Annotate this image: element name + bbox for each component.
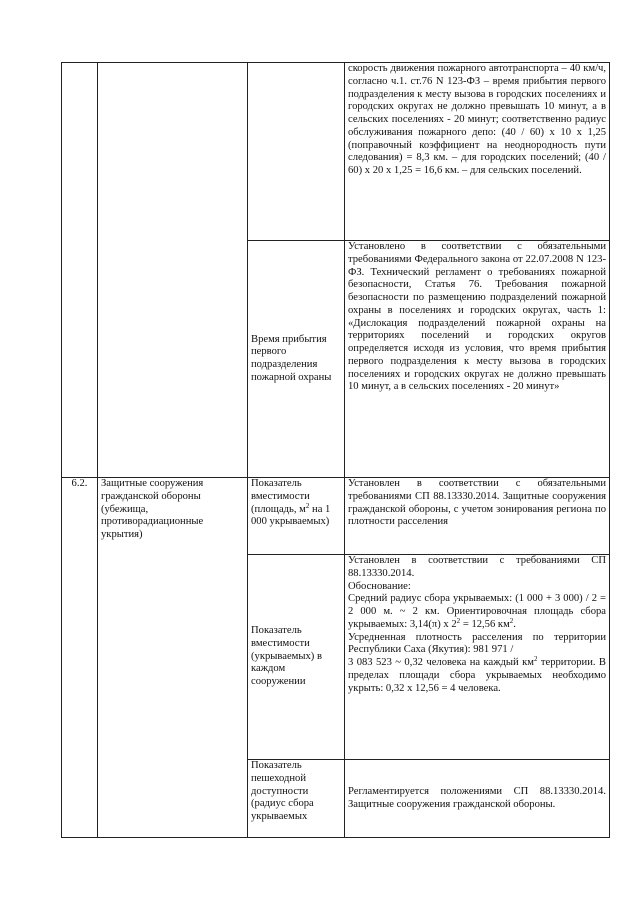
capacity-area-parameter-label: Показатель вместимости (площадь, $м^2$ на 1 000 укрываемых) — [251, 478, 331, 528]
section-number: 6.2. — [71, 478, 88, 489]
capacity-count-line-3: Средний радиус сбора укрываемых: (1 000 + 3 000) / 2 = 2 000 м. ~ 2 км. Ориентировочная площадь сбора укрываемых: 3,14(π) х $2^2 = 12,56$ $км^2$. — [348, 593, 606, 630]
arrival-time-parameter-label: Время прибытия первого подразделения пожарной охраны — [251, 333, 332, 383]
cell-section-number — [62, 478, 98, 838]
cell-arrival-time-justification — [345, 241, 610, 478]
arrival-time-justification-text: Установлено в соответствии с обязательными требованиями Федерального закона от 22.07.2008 N 123-ФЗ. Технический регламент о требованиях пожарной безопасности, Статья 76. Требования пожарной безопасности по размещению подразделений пожарной охраны в поселениях и городских округах, часть 1: «Дислокация подразделений пожарной охраны на территориях поселений и городских округов определяется исходя из условия, что время прибытия первого подразделения к месту вызова в городских поселениях и городских округах не должно превышать 10 минут, а в сельских поселениях - 20 минут» — [348, 241, 606, 393]
capacity-count-line-4: Усредненная плотность расселения по территории Республики Саха (Якутия): 981 971 / 3 083 523 ~ 0,32 человека на каждый $км^2$ территории. В пределах площади сбора укрываемых необходимо укрыть: 0,32 х 12,56 = 4 человека. — [348, 631, 606, 694]
table-row-shelter-capacity-area — [62, 478, 610, 555]
cell-capacity-count-parameter — [248, 555, 345, 760]
cell-arrival-time-parameter — [248, 241, 345, 478]
pedestrian-accessibility-justification-text: Регламентируется положениями СП 88.13330.2014. Защитные сооружения гражданской обороны. — [348, 785, 606, 810]
cell-radius-calculation — [345, 63, 610, 241]
capacity-count-line-1: Установлен в соответствии с требованиями СП 88.13330.2014. — [348, 555, 606, 579]
pedestrian-accessibility-parameter-label: Показатель пешеходной доступности (радиус сбора укрываемых — [251, 760, 314, 822]
cell-number-empty — [62, 63, 98, 478]
radius-calculation-text: скорость движения пожарного автотранспорта – 40 км/ч, согласно ч.1. ст.76 N 123-ФЗ – время прибытия первого подразделения к месту вызова в городских поселениях и городских округах не должно превышать 10 минут, а в сельских поселениях - 20 минут; соответственно радиус обслуживания пожарного депо: (40 / 60) х 10 х 1,25 (поправочный коэффициент на неоднородность пути следования) = 8,3 км. – для городских поселений; (40 / 60) х 20 х 1,25 = 16,6 км. – для сельских поселений. — [348, 63, 606, 176]
capacity-count-line-2: Обоснование: — [348, 580, 411, 592]
cell-capacity-area-parameter — [248, 478, 345, 555]
capacity-count-parameter-label: Показатель вместимости (укрываемых) в каждом сооружении — [251, 625, 322, 688]
table-row-continuation — [62, 63, 610, 241]
section-name: Защитные сооружения гражданской обороны (убежища, противорадиационные укрытия) — [101, 478, 204, 540]
norms-table — [61, 62, 610, 838]
cell-parameter-empty — [248, 63, 345, 241]
capacity-area-justification-text: Установлен в соответствии с обязательными требованиями СП 88.13330.2014. Защитные сооружения гражданской обороны, с учетом зонирования региона по плотности расселения — [348, 478, 606, 528]
cell-section-name — [98, 478, 248, 838]
cell-capacity-area-justification — [345, 478, 610, 555]
cell-capacity-count-justification — [345, 555, 610, 760]
cell-name-empty — [98, 63, 248, 478]
cell-pedestrian-accessibility-justification — [345, 760, 610, 838]
cell-pedestrian-accessibility-parameter — [248, 760, 345, 838]
